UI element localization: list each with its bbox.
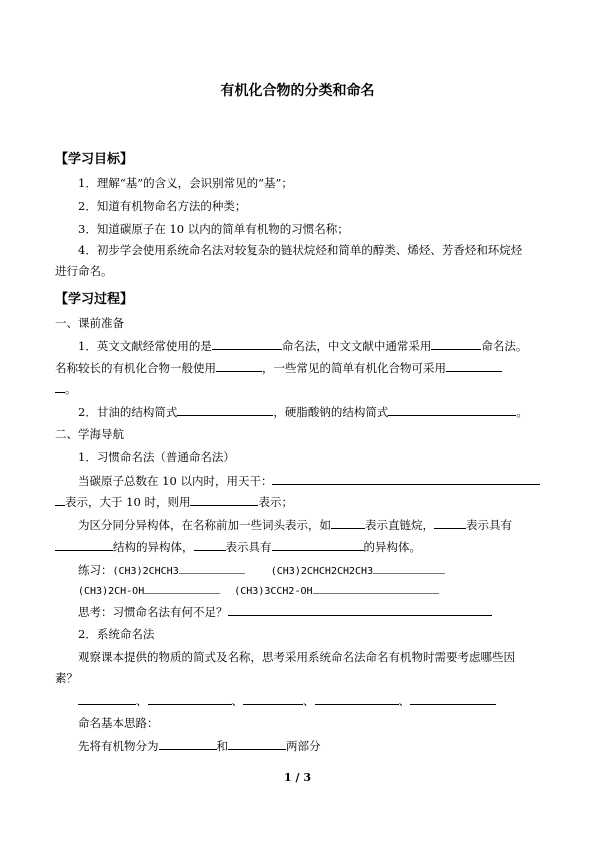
blank-s1-3[interactable] (331, 517, 365, 529)
blank-ex-2[interactable] (373, 562, 445, 574)
blank-q1-3[interactable] (216, 360, 262, 372)
s1-text-g: 结构的异构体， (113, 540, 194, 554)
s1-title: 1．习惯命名法（普通命名法） (78, 450, 235, 464)
goals-heading: 【学习目标】 (55, 152, 134, 167)
blank-s1-4[interactable] (434, 517, 466, 529)
s2-text-e: 和 (216, 739, 228, 753)
process-heading: 【学习过程】 (55, 292, 134, 307)
page-title: 有机化合物的分类和命名 (220, 83, 375, 99)
s2-text-b: 素？ (55, 671, 78, 685)
blank-s2-2[interactable] (228, 738, 286, 750)
blank-factor-3[interactable] (243, 693, 303, 705)
exercise-line2 (78, 582, 439, 599)
think-text: 思考：习惯命名法有何不足？ (78, 605, 228, 619)
blank-q1-4-cont[interactable] (55, 381, 65, 393)
q1-text-a: 1．英文文献经常使用的是 (78, 339, 212, 353)
exercise-label: 练习： (78, 563, 113, 577)
blank-s1-7[interactable] (272, 539, 364, 551)
s1-text-i: 的异构体。 (363, 540, 421, 554)
s1-text-d: 为区分同分异构体，在名称前加一些词头表示，如 (78, 518, 331, 532)
q1-line2 (55, 360, 502, 375)
q2-text-b: ，硬脂酸钠的结构简式 (273, 405, 389, 419)
q2-line (78, 404, 528, 419)
blank-q1-4[interactable] (446, 360, 502, 372)
q1-text-e: ，一些常见的简单有机化合物可采用 (262, 361, 446, 375)
blank-s1-1-cont[interactable] (55, 494, 65, 506)
s2-text-a: 观察课本提供的物质的简式及名称，思考采用系统命名法命名有机物时需要考虑哪些因 (78, 650, 515, 664)
blank-q1-2[interactable] (431, 338, 481, 350)
goal-item-1: 1．理解“基”的含义，会识别常见的“基”； (78, 176, 293, 190)
blank-factor-4[interactable] (315, 693, 399, 705)
blank-factor-1[interactable] (78, 693, 136, 705)
q1-text-b: 命名法，中文文献中通常采用 (281, 339, 432, 353)
s1-text-c: 表示； (258, 495, 293, 509)
part1-title: 一、课前准备 (55, 316, 124, 330)
factor-sep-4: 、 (398, 694, 410, 708)
blank-q2-1[interactable] (177, 404, 273, 416)
blank-ex-4[interactable] (313, 582, 439, 594)
q1-line1 (78, 338, 527, 353)
s1-text-f: 表示具有 (466, 518, 512, 532)
exercise-formula-1: (CH3)2CHCH3 (112, 566, 179, 577)
think-line (78, 604, 492, 619)
factor-sep-2: 、 (231, 694, 243, 708)
exercise-formula-2: (CH3)2CHCH2CH2CH3 (270, 566, 374, 577)
part2-title: 二、学海导航 (55, 427, 124, 441)
q1-text-f: 。 (65, 382, 77, 396)
s1-text-a: 当碳原子总数在 10 以内时，用天干： (78, 474, 273, 488)
s1-text-h: 表示具有 (225, 540, 272, 554)
blank-s1-1[interactable] (272, 473, 540, 485)
s2-text-d: 先将有机物分为 (78, 739, 159, 753)
s1-line1 (78, 473, 540, 488)
goal-item-2: 2．知道有机物命名方法的种类； (78, 199, 247, 213)
blank-ex-3[interactable] (144, 582, 220, 594)
s1-line3 (78, 517, 512, 532)
blank-q1-1[interactable] (212, 338, 282, 350)
blank-s1-6[interactable] (194, 539, 226, 551)
q2-text-a: 2．甘油的结构简式 (78, 405, 178, 419)
factor-sep-1: 、 (136, 694, 148, 708)
s1-text-e: 表示直链烷， (365, 518, 434, 532)
goal-item-4-cont: 进行命名。 (55, 264, 113, 278)
factor-sep-3: 、 (303, 694, 315, 708)
q2-text-c: 。 (516, 405, 528, 419)
s2-text-f: 两部分 (286, 739, 321, 753)
blank-factor-5[interactable] (410, 693, 496, 705)
goal-item-4: 4．初步学会使用系统命名法对较复杂的链状烷烃和简单的醇类、烯烃、芳香烃和环烷烃 (78, 243, 523, 257)
goal-item-3: 3．知道碳原子在 10 以内的简单有机物的习惯名称； (78, 222, 349, 236)
s2-line-d (78, 738, 321, 753)
exercise-formula-3: (CH3)2CH-OH (78, 586, 145, 597)
exercise-line1 (78, 562, 445, 579)
q1-text-d: 名称较长的有机化合物一般使用 (55, 361, 216, 375)
s2-title: 2．系统命名法 (78, 627, 155, 641)
exercise-formula-4: (CH3)3CCH2-OH (234, 586, 313, 597)
blank-s1-5[interactable] (55, 539, 113, 551)
blank-s1-2[interactable] (190, 494, 258, 506)
blank-factor-2[interactable] (148, 693, 232, 705)
blank-q2-2[interactable] (388, 404, 516, 416)
s1-line2 (55, 494, 293, 509)
q1-line3 (55, 381, 77, 396)
blank-ex-1[interactable] (179, 562, 245, 574)
factors-line (78, 693, 496, 708)
blank-s2-1[interactable] (159, 738, 217, 750)
s1-line4 (55, 539, 421, 554)
blank-think[interactable] (228, 604, 492, 616)
q1-text-c: 命名法。 (481, 339, 528, 353)
s1-text-b: 表示，大于 10 时，则用 (65, 495, 191, 509)
s2-text-c: 命名基本思路： (78, 716, 159, 730)
page-number: 1 / 3 (284, 771, 311, 784)
